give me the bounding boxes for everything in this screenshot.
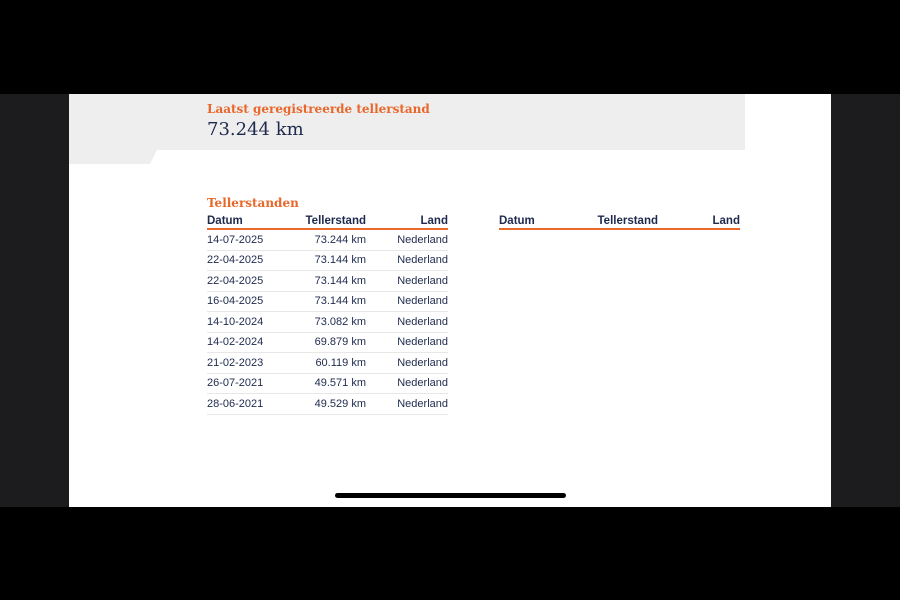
table-row (207, 353, 448, 374)
reading-country: Nederland (366, 312, 448, 333)
reading-date: 22-04-2025 (207, 271, 287, 292)
reading-date: 14-10-2024 (207, 312, 287, 333)
reading-country: Nederland (366, 229, 448, 250)
column-date-header: Datum (207, 213, 287, 229)
readings-title: Tellerstanden (207, 196, 299, 210)
reading-date: 21-02-2023 (207, 353, 287, 374)
readings-table (207, 213, 448, 415)
reading-odometer: 73.144 km (287, 291, 366, 312)
reading-date: 16-04-2025 (207, 291, 287, 312)
reading-odometer: 73.144 km (287, 271, 366, 292)
column-country-header: Land (658, 213, 740, 229)
table-row (207, 250, 448, 271)
column-country-header: Land (366, 213, 448, 229)
readings-table-header (207, 213, 448, 229)
reading-odometer: 69.879 km (287, 332, 366, 353)
reading-date: 14-07-2025 (207, 229, 287, 250)
column-odometer-header: Tellerstand (579, 213, 658, 229)
reading-country: Nederland (366, 271, 448, 292)
reading-odometer: 49.529 km (287, 394, 366, 415)
table-row (207, 394, 448, 415)
summary-header-tab (69, 150, 157, 164)
reading-date: 22-04-2025 (207, 250, 287, 271)
reading-country: Nederland (366, 353, 448, 374)
reading-country: Nederland (366, 394, 448, 415)
reading-odometer: 73.082 km (287, 312, 366, 333)
reading-date: 26-07-2021 (207, 373, 287, 394)
table-row (207, 373, 448, 394)
column-odometer-header: Tellerstand (287, 213, 366, 229)
table-row (207, 229, 448, 250)
reading-odometer: 60.119 km (287, 353, 366, 374)
reading-country: Nederland (366, 250, 448, 271)
readings-table-continued (499, 213, 740, 230)
reading-date: 14-02-2024 (207, 332, 287, 353)
page-content (69, 94, 831, 507)
readings-table-header (499, 213, 740, 229)
column-date-header: Datum (499, 213, 579, 229)
reading-odometer: 73.244 km (287, 229, 366, 250)
table-row (207, 332, 448, 353)
reading-country: Nederland (366, 332, 448, 353)
last-reading-value: 73.244 km (207, 119, 304, 140)
right-letterbox (831, 94, 900, 507)
reading-odometer: 49.571 km (287, 373, 366, 394)
table-row (207, 291, 448, 312)
reading-date: 28-06-2021 (207, 394, 287, 415)
reading-odometer: 73.144 km (287, 250, 366, 271)
left-letterbox (0, 94, 69, 507)
reading-country: Nederland (366, 291, 448, 312)
last-reading-label: Laatst geregistreerde tellerstand (207, 102, 430, 116)
reading-country: Nederland (366, 373, 448, 394)
table-row (207, 271, 448, 292)
table-row (207, 312, 448, 333)
home-indicator-bar[interactable] (335, 493, 566, 498)
